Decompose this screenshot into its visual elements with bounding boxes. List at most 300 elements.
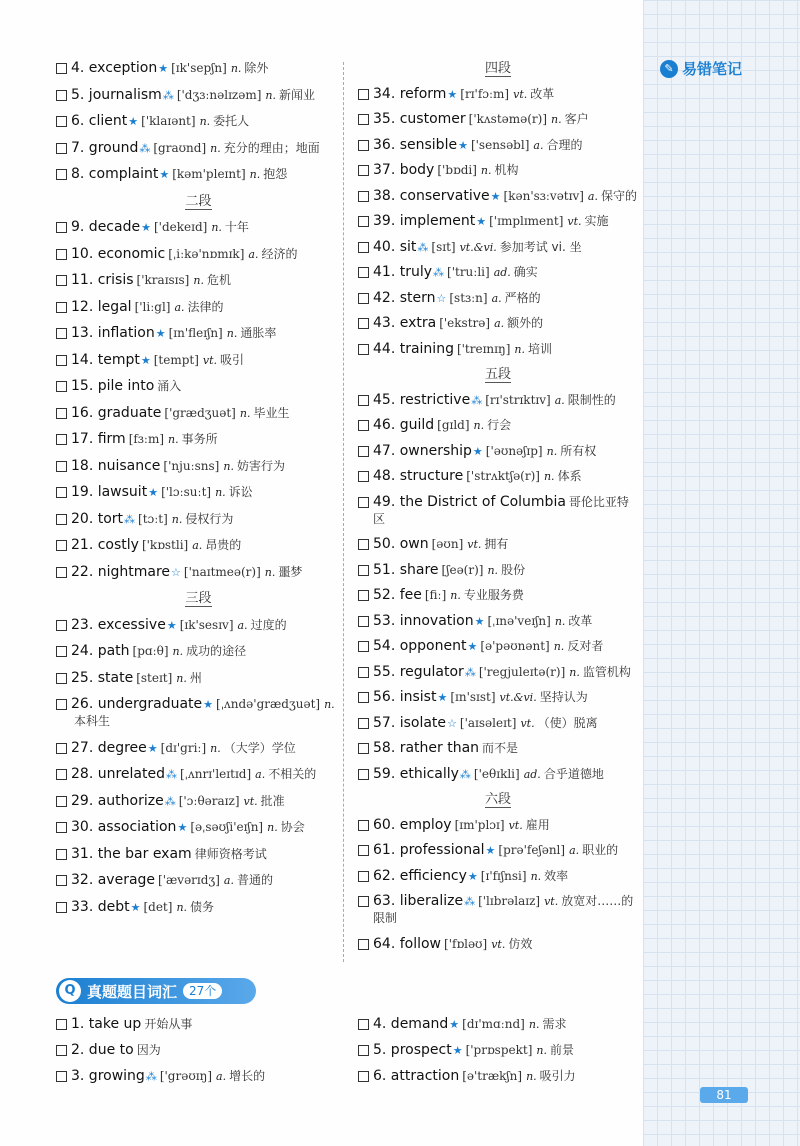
- checkbox[interactable]: [358, 845, 369, 856]
- entry-text: [71, 617, 341, 634]
- entry-word: 40. sit: [373, 238, 417, 255]
- entry-text: [71, 740, 341, 757]
- entry-pos: n.: [546, 444, 558, 458]
- entry-phonetic: [əˌsəʊʃi'eɪʃn]: [190, 820, 264, 834]
- entry-word: 59. ethically: [373, 765, 459, 782]
- entry-text: [373, 188, 638, 205]
- entry-meaning: （大学）学位: [223, 740, 296, 755]
- entry-pos: vt.: [544, 895, 559, 908]
- vocab-entry: [358, 111, 638, 128]
- entry-meaning: 增长的: [229, 1069, 266, 1083]
- entry-meaning: 普通的: [236, 873, 273, 887]
- entry-pos: a.: [491, 291, 502, 305]
- vocab-entry: [358, 562, 638, 579]
- entry-word: 46. guild: [373, 417, 435, 433]
- vocab-entry: [56, 484, 341, 501]
- checkbox[interactable]: [56, 143, 67, 154]
- checkbox[interactable]: [56, 461, 67, 472]
- entry-meaning: 限制性的: [567, 392, 616, 407]
- entry-meaning: 州: [189, 670, 202, 685]
- checkbox[interactable]: [56, 673, 67, 684]
- checkbox[interactable]: [56, 90, 67, 101]
- checkbox[interactable]: [358, 471, 369, 482]
- entry-word: 2. due to: [71, 1042, 134, 1058]
- checkbox[interactable]: [358, 216, 369, 227]
- vocab-entry: [358, 341, 638, 358]
- entry-meaning: 成功的途径: [186, 644, 247, 658]
- vocab-entry: [358, 893, 638, 927]
- entry-phonetic: ['aɪsəleɪt]: [459, 715, 517, 730]
- section-heading: [358, 366, 638, 383]
- section-heading: [358, 60, 638, 77]
- vocab-entry: [358, 689, 638, 706]
- entry-meaning: 保守的: [600, 188, 637, 203]
- star-icon: ★: [458, 138, 468, 152]
- entry-word: 64. follow: [373, 935, 442, 952]
- entry-text: [373, 893, 638, 927]
- vocab-entry: [56, 1042, 341, 1059]
- checkbox[interactable]: [56, 355, 67, 366]
- checkbox[interactable]: [358, 1071, 369, 1082]
- entry-pos: n.: [267, 821, 278, 834]
- star-icon: ★: [155, 327, 166, 340]
- star-icon: ★: [467, 869, 478, 883]
- vocab-entry: [358, 162, 638, 179]
- entry-phonetic: ['ɪmplɪment]: [489, 214, 564, 228]
- checkbox[interactable]: [358, 769, 369, 780]
- entry-word: 4. demand: [373, 1016, 449, 1032]
- entry-pos: a.: [223, 874, 234, 887]
- checkbox[interactable]: [56, 381, 67, 392]
- vocab-entry: [358, 264, 638, 281]
- entry-meaning: 股份: [501, 562, 526, 577]
- entry-text: [71, 87, 341, 104]
- entry-phonetic: [ɪm'plɔɪ]: [454, 817, 505, 832]
- checkbox[interactable]: [358, 896, 369, 907]
- checkbox[interactable]: [358, 344, 369, 355]
- entry-text: [71, 405, 341, 422]
- entry-word: 43. extra: [373, 315, 437, 331]
- checkbox[interactable]: [358, 871, 369, 882]
- vocab-entry: [358, 868, 638, 885]
- vocab-entry: [56, 219, 341, 236]
- entry-text: [71, 793, 341, 810]
- entry-word: 7. ground: [71, 139, 139, 156]
- entry-phonetic: [steɪt]: [136, 670, 173, 685]
- entry-pos: a.: [587, 189, 598, 203]
- checkbox[interactable]: [56, 796, 67, 807]
- entry-phonetic: ['dekeɪd]: [153, 220, 208, 234]
- entry-text: [373, 264, 638, 281]
- entry-meaning: 因为: [136, 1043, 161, 1057]
- entry-pos: vt.: [508, 818, 523, 832]
- entry-word: 14. tempt: [71, 351, 140, 368]
- checkbox[interactable]: [358, 140, 369, 151]
- entry-phonetic: [ˌʌndə'grædʒuət]: [216, 697, 321, 711]
- entry-phonetic: [ɪn'sɪst]: [450, 690, 496, 704]
- entry-phonetic: ['kʌstəmə(r)]: [468, 112, 548, 126]
- entry-pos: a.: [533, 138, 544, 152]
- vocab-entry: [358, 188, 638, 205]
- entry-meaning: 通胀率: [240, 326, 277, 340]
- banner-count: 27个: [183, 983, 222, 999]
- checkbox[interactable]: [358, 590, 369, 601]
- checkbox[interactable]: [56, 302, 67, 313]
- entry-phonetic: [ɪn'fleɪʃn]: [168, 326, 223, 340]
- checkbox[interactable]: [358, 939, 369, 950]
- entry-pos: vt.: [467, 538, 482, 551]
- star-icon: ★: [159, 168, 170, 181]
- entry-meaning: 实施: [584, 214, 609, 228]
- entry-word: 5. journalism: [71, 86, 162, 103]
- vocab-entry: [358, 613, 638, 630]
- entry-pos: n.: [265, 88, 276, 102]
- vocab-entry: [56, 458, 341, 475]
- vocab-entry: [56, 87, 341, 104]
- entry-text: [373, 137, 638, 154]
- entry-text: [373, 392, 638, 409]
- vocab-entry: [358, 638, 638, 655]
- entry-text: [373, 417, 638, 434]
- vocab-entry: [56, 299, 341, 316]
- vocab-entry: [56, 643, 341, 660]
- vocab-entry: [358, 1068, 638, 1085]
- checkbox[interactable]: [358, 565, 369, 576]
- entry-pos: n.: [450, 589, 461, 602]
- entry-meaning: 妨害行为: [236, 458, 285, 473]
- checkbox[interactable]: [56, 328, 67, 339]
- star-icon: ☆: [171, 565, 181, 579]
- entry-pos: n.: [171, 512, 183, 526]
- entry-text: [373, 613, 638, 630]
- entry-meaning: 体系: [557, 469, 582, 483]
- vocab-entry: [56, 819, 341, 836]
- checkbox[interactable]: [358, 1019, 369, 1030]
- vocab-entry: [358, 392, 638, 409]
- entry-word: 20. tort: [71, 510, 124, 527]
- entry-text: [71, 484, 341, 501]
- checkbox[interactable]: [358, 446, 369, 457]
- entry-word: 12. legal: [71, 298, 132, 315]
- checkbox[interactable]: [358, 616, 369, 627]
- entry-phonetic: ['ekstrə]: [439, 316, 491, 330]
- checkbox[interactable]: [56, 116, 67, 127]
- entry-meaning: 参加考试 vi. 坐: [499, 239, 582, 254]
- entry-phonetic: ['naɪtmeə(r)]: [183, 564, 261, 579]
- entry-phonetic: [rɪ'fɔːm]: [460, 86, 510, 101]
- entry-text: [71, 696, 341, 730]
- entry-phonetic: ['liːgl]: [134, 299, 171, 314]
- entry-text: [373, 868, 638, 885]
- checkbox[interactable]: [56, 1019, 67, 1030]
- vocab-entry: [358, 494, 638, 528]
- entry-text: [71, 246, 341, 263]
- entry-pos: n.: [249, 168, 261, 181]
- entry-text: [373, 111, 638, 128]
- entry-pos: n.: [536, 1044, 547, 1057]
- section-heading: [56, 590, 341, 607]
- checkbox[interactable]: [56, 63, 67, 74]
- bottom-left-list: [56, 1016, 341, 1094]
- star-icon: ⁂: [165, 768, 177, 781]
- checkbox[interactable]: [358, 165, 369, 176]
- section-label: 五段: [484, 367, 511, 382]
- entry-text: [373, 162, 638, 179]
- entry-pos: n.: [526, 1070, 537, 1083]
- entry-word: 58. rather than: [373, 740, 480, 756]
- entry-word: 37. body: [373, 162, 435, 178]
- vocab-entry: [358, 443, 638, 460]
- entry-text: [71, 458, 341, 475]
- entry-word: 47. ownership: [373, 442, 472, 459]
- entry-meaning: 批准: [260, 793, 285, 808]
- entry-pos: n.: [215, 486, 226, 499]
- star-icon: ⁂: [124, 512, 136, 526]
- entry-meaning: 债务: [190, 899, 215, 914]
- entry-text: [71, 166, 341, 183]
- entry-word: 41. truly: [373, 264, 433, 280]
- entry-phonetic: [dɪ'griː]: [160, 740, 207, 755]
- entry-phonetic: [ɪk'sepʃn]: [171, 61, 227, 75]
- entry-text: [373, 936, 638, 953]
- star-icon: ★: [141, 221, 151, 234]
- entry-word: 29. authorize: [71, 792, 164, 809]
- checkbox[interactable]: [358, 191, 369, 202]
- banner-title: 真题题目词汇: [87, 982, 178, 1001]
- entry-text: [373, 341, 638, 358]
- entry-word: 56. insist: [373, 689, 437, 705]
- entry-pos: n.: [211, 221, 222, 234]
- checkbox[interactable]: [56, 699, 67, 710]
- entry-meaning: 昂贵的: [205, 538, 242, 552]
- entry-word: 50. own: [373, 536, 429, 552]
- entry-text: [71, 670, 341, 687]
- entry-word: 6. client: [71, 113, 128, 129]
- entry-pos: n.: [264, 565, 276, 579]
- entry-text: [71, 352, 341, 369]
- entry-text: [373, 562, 638, 579]
- checkbox[interactable]: [358, 420, 369, 431]
- vocab-entry: [358, 1042, 638, 1059]
- checkbox[interactable]: [56, 875, 67, 886]
- entry-meaning: 仿效: [508, 936, 533, 951]
- entry-text: [373, 468, 638, 485]
- checkbox[interactable]: [56, 849, 67, 860]
- checkbox[interactable]: [56, 567, 67, 578]
- entry-meaning: 培训: [528, 341, 553, 356]
- checkbox[interactable]: [358, 692, 369, 703]
- vocab-entry: [56, 1068, 341, 1085]
- entry-meaning: 监管机构: [582, 664, 631, 679]
- entry-meaning: 专业服务费: [463, 588, 524, 602]
- checkbox[interactable]: [56, 434, 67, 445]
- entry-pos: n.: [199, 115, 211, 128]
- checkbox[interactable]: [56, 743, 67, 754]
- entry-word: 35. customer: [373, 111, 466, 127]
- checkbox[interactable]: [56, 222, 67, 233]
- checkbox[interactable]: [56, 540, 67, 551]
- checkbox[interactable]: [56, 249, 67, 260]
- vocab-entry: [358, 817, 638, 834]
- checkbox[interactable]: [358, 318, 369, 329]
- vocab-entry: [56, 740, 341, 757]
- entry-phonetic: [pɑːθ]: [132, 644, 169, 658]
- entry-phonetic: [gɪld]: [437, 418, 470, 432]
- star-icon: ★: [177, 821, 188, 834]
- entry-pos: ad.: [493, 266, 511, 279]
- entry-pos: n.: [543, 470, 555, 483]
- vocab-entry: [358, 1016, 638, 1033]
- entry-text: [71, 766, 341, 783]
- checkbox[interactable]: [56, 169, 67, 180]
- entry-word: 11. crisis: [71, 272, 134, 288]
- checkbox[interactable]: [358, 242, 369, 253]
- checkbox[interactable]: [358, 1045, 369, 1056]
- star-icon: ★: [140, 353, 151, 367]
- checkbox[interactable]: [358, 89, 369, 100]
- column-divider: [343, 62, 344, 962]
- entry-text: [71, 325, 341, 342]
- entry-word: 63. liberalize: [373, 893, 464, 909]
- checkbox[interactable]: [56, 822, 67, 833]
- vocab-entry: [358, 290, 638, 307]
- entry-word: 36. sensible: [373, 136, 458, 153]
- entry-pos: vt.&vi.: [459, 240, 497, 254]
- checkbox[interactable]: [358, 497, 369, 508]
- entry-word: 52. fee: [373, 587, 422, 603]
- entry-phonetic: ['regjuleɪtə(r)]: [478, 664, 566, 679]
- entry-meaning: 前景: [549, 1043, 574, 1057]
- entry-text: [71, 1016, 341, 1033]
- entry-word: 53. innovation: [373, 612, 474, 629]
- vocab-entry: [56, 899, 341, 916]
- entry-meaning: 本科生: [74, 714, 111, 728]
- entry-pos: n.: [210, 141, 221, 155]
- vocab-entry: [358, 239, 638, 256]
- section-banner: [56, 978, 256, 1004]
- entry-meaning: 哥伦比亚特区: [373, 494, 629, 526]
- entry-pos: a.: [174, 300, 185, 314]
- entry-word: 22. nightmare: [71, 563, 171, 580]
- entry-text: [71, 537, 341, 554]
- entry-word: 44. training: [373, 340, 454, 357]
- vocab-entry: [56, 140, 341, 157]
- star-icon: ⁂: [433, 266, 445, 279]
- entry-pos: vt.: [243, 794, 258, 808]
- vocab-entry: [56, 617, 341, 634]
- entry-word: 61. professional: [373, 842, 485, 858]
- entry-phonetic: ['lɪbrəlaɪz]: [478, 894, 541, 908]
- vocab-entry: [358, 86, 638, 103]
- entry-meaning: 十年: [224, 220, 249, 234]
- vocab-entry: [358, 664, 638, 681]
- star-icon: ⁂: [464, 895, 476, 908]
- entry-pos: n.: [223, 459, 234, 473]
- checkbox[interactable]: [56, 408, 67, 419]
- checkbox[interactable]: [358, 114, 369, 125]
- entry-pos: n.: [176, 900, 188, 914]
- entry-pos: a.: [494, 317, 505, 330]
- entry-pos: ad.: [523, 767, 541, 781]
- checkbox[interactable]: [358, 267, 369, 278]
- entry-text: [373, 213, 638, 230]
- entry-word: 27. degree: [71, 739, 147, 756]
- entry-word: 1. take up: [71, 1016, 142, 1032]
- entry-text: [373, 766, 638, 783]
- section-label: 六段: [484, 792, 511, 807]
- star-icon: ★: [490, 189, 501, 203]
- entry-text: [71, 113, 341, 130]
- vocab-entry: [56, 1016, 341, 1033]
- entry-pos: a.: [216, 1070, 227, 1083]
- entry-phonetic: ['grəʊɪŋ]: [159, 1069, 213, 1083]
- entry-pos: n.: [176, 671, 187, 685]
- entry-phonetic: ['truːli]: [447, 265, 490, 279]
- vocab-entry: [56, 846, 341, 863]
- vocab-entry: [56, 352, 341, 369]
- entry-phonetic: ['sensəbl]: [470, 137, 530, 152]
- star-icon: ☆: [447, 716, 457, 730]
- vocab-entry: [358, 137, 638, 154]
- checkbox[interactable]: [56, 275, 67, 286]
- checkbox[interactable]: [358, 539, 369, 550]
- entry-word: 54. opponent: [373, 638, 467, 654]
- checkbox[interactable]: [56, 620, 67, 631]
- right-column: [358, 60, 638, 961]
- checkbox[interactable]: [56, 1045, 67, 1056]
- entry-meaning: 诉讼: [228, 485, 253, 499]
- entry-text: [71, 1068, 341, 1085]
- entry-text: [71, 60, 341, 77]
- checkbox[interactable]: [358, 641, 369, 652]
- checkbox[interactable]: [358, 667, 369, 678]
- checkbox[interactable]: [56, 1071, 67, 1082]
- entry-word: 9. decade: [71, 219, 141, 235]
- entry-word: 18. nuisance: [71, 457, 161, 474]
- vocab-entry: [56, 511, 341, 528]
- checkbox[interactable]: [56, 646, 67, 657]
- entry-meaning: （使）脱离: [537, 715, 598, 730]
- entry-text: [373, 86, 638, 103]
- entry-pos: n.: [554, 614, 566, 628]
- checkbox[interactable]: [358, 820, 369, 831]
- entry-meaning: 改革: [530, 86, 555, 101]
- star-icon: ★: [158, 62, 169, 75]
- entry-word: 49. the District of Columbia: [373, 493, 566, 510]
- entry-word: 55. regulator: [373, 663, 464, 680]
- checkbox[interactable]: [56, 487, 67, 498]
- entry-phonetic: [ˌiːkə'nɒmɪk]: [168, 246, 245, 261]
- entry-text: [71, 1042, 341, 1059]
- entry-meaning: 坚持认为: [539, 690, 588, 704]
- checkbox[interactable]: [56, 769, 67, 780]
- brand-header: [660, 58, 742, 79]
- checkbox[interactable]: [56, 902, 67, 913]
- checkbox[interactable]: [358, 395, 369, 406]
- entry-meaning: 所有权: [560, 443, 597, 458]
- checkbox[interactable]: [358, 743, 369, 754]
- checkbox[interactable]: [358, 293, 369, 304]
- entry-pos: n.: [230, 62, 242, 75]
- vocab-entry: [56, 60, 341, 77]
- checkbox[interactable]: [56, 514, 67, 525]
- entry-word: 8. complaint: [71, 166, 159, 182]
- entry-text: [373, 664, 638, 681]
- vocab-entry: [56, 564, 341, 581]
- entry-meaning: 侵权行为: [185, 511, 234, 526]
- entry-pos: n.: [210, 741, 221, 755]
- checkbox[interactable]: [358, 718, 369, 729]
